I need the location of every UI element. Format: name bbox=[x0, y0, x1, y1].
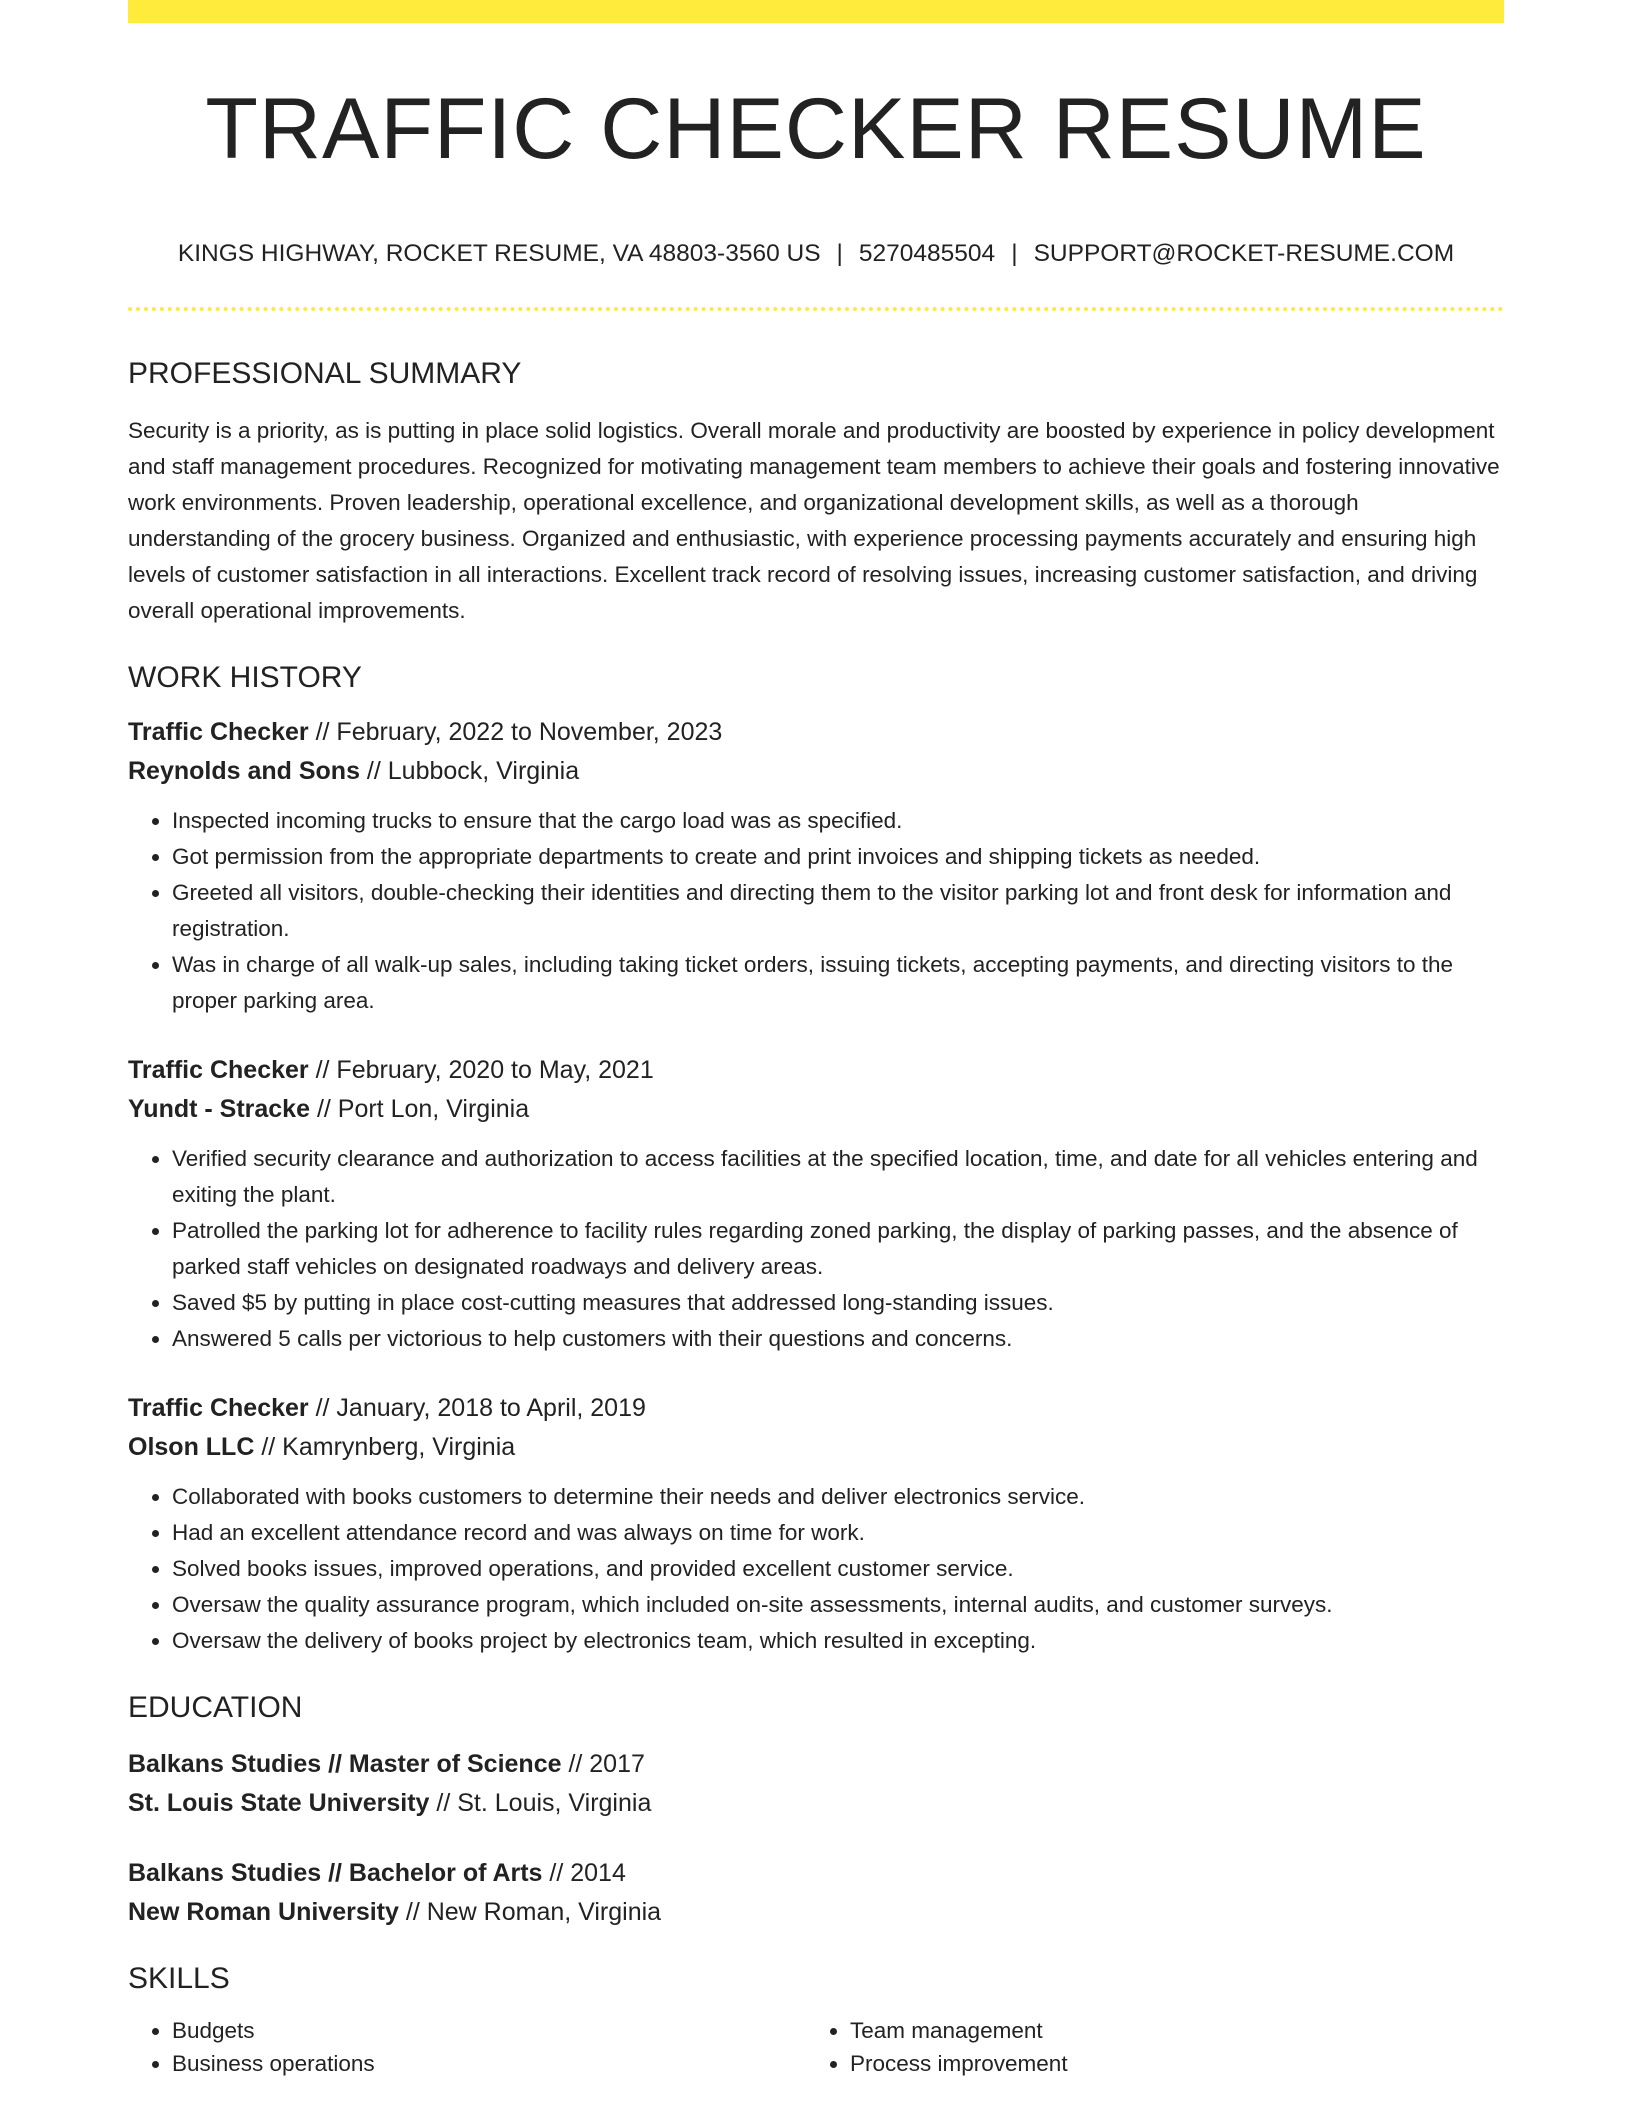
job-title: Traffic Checker bbox=[128, 1055, 309, 1084]
job-title-line bbox=[128, 1051, 1504, 1090]
skills-grid bbox=[128, 2014, 1504, 2080]
company-name: Yundt - Stracke bbox=[128, 1094, 310, 1123]
job-entry bbox=[128, 1051, 1504, 1357]
contact-email: SUPPORT@ROCKET-RESUME.COM bbox=[1033, 240, 1455, 267]
contact-phone: 5270485504 bbox=[858, 240, 996, 267]
job-bullets bbox=[128, 1479, 1504, 1659]
job-entry bbox=[128, 713, 1504, 1019]
skills-column-left bbox=[128, 2014, 806, 2080]
company-location: // Lubbock, Virginia bbox=[359, 756, 580, 785]
job-bullet: • Oversaw the delivery of books project by electronics team, which resulted in excepting. bbox=[172, 1623, 1504, 1659]
school-location: // St. Louis, Virginia bbox=[429, 1788, 652, 1817]
contact-separator: | bbox=[1011, 240, 1018, 267]
job-bullet: • Oversaw the quality assurance program, which included on-site assessments, internal audits, and customer surveys. bbox=[172, 1587, 1504, 1623]
company-name: Reynolds and Sons bbox=[128, 756, 360, 785]
job-bullets bbox=[128, 803, 1504, 1019]
skill-item: • Team management bbox=[850, 2014, 1484, 2047]
school-location: // New Roman, Virginia bbox=[398, 1897, 662, 1926]
contact-line bbox=[128, 242, 1504, 267]
skills-heading: SKILLS bbox=[128, 1961, 230, 1995]
header-divider bbox=[128, 307, 1504, 311]
degree-line bbox=[128, 1854, 1504, 1893]
degree-name: Balkans Studies // Bachelor of Arts bbox=[128, 1858, 543, 1887]
company-line bbox=[128, 1090, 1504, 1129]
school-name: St. Louis State University bbox=[128, 1788, 430, 1817]
job-bullets bbox=[128, 1141, 1504, 1357]
school-line bbox=[128, 1784, 1504, 1823]
job-bullet: • Answered 5 calls per victorious to help customers with their questions and concerns. bbox=[172, 1321, 1504, 1357]
skills-column-right bbox=[806, 2014, 1484, 2080]
company-location: // Kamrynberg, Virginia bbox=[254, 1432, 516, 1461]
skill-item: • Process improvement bbox=[850, 2047, 1484, 2080]
top-accent-bar bbox=[128, 0, 1504, 23]
school-line bbox=[128, 1893, 1504, 1932]
summary-text: Security is a priority, as is putting in place solid logistics. Overall morale and productivity are boosted by experience in policy development and staff management procedures. Recognized for motivating management team members to achieve their goals and fostering innovative work environments. Proven leadership, operational excellence, and organizational development skills, as well as a thorough understanding of the grocery business. Organized and enthusiastic, with experience processing payments accurately and ensuring high levels of customer satisfaction in all interactions. Excellent track record of resolving issues, increasing customer satisfaction, and driving overall operational improvements. bbox=[128, 417, 1500, 623]
education-entry bbox=[128, 1745, 1504, 1823]
job-dates: // February, 2022 to November, 2023 bbox=[308, 717, 723, 746]
job-title: Traffic Checker bbox=[128, 717, 309, 746]
job-bullet: • Solved books issues, improved operations, and provided excellent customer service. bbox=[172, 1551, 1504, 1587]
job-bullet: • Patrolled the parking lot for adherence to facility rules regarding zoned parking, the display of parking passes, and the absence of parked staff vehicles on designated roadways and delivery areas. bbox=[172, 1213, 1504, 1285]
page-title: TRAFFIC CHECKER RESUME bbox=[205, 81, 1427, 177]
company-name: Olson LLC bbox=[128, 1432, 255, 1461]
degree-line bbox=[128, 1745, 1504, 1784]
degree-name: Balkans Studies // Master of Science bbox=[128, 1749, 562, 1778]
skill-item: • Budgets bbox=[172, 2014, 806, 2047]
job-bullet: • Was in charge of all walk-up sales, including taking ticket orders, issuing tickets, accepting payments, and directing visitors to the proper parking area. bbox=[172, 947, 1504, 1019]
education-heading: EDUCATION bbox=[128, 1690, 303, 1724]
company-line bbox=[128, 752, 1504, 791]
job-bullet: • Verified security clearance and authorization to access facilities at the specified location, time, and date for all vehicles entering and exiting the plant. bbox=[172, 1141, 1504, 1213]
job-entry bbox=[128, 1389, 1504, 1659]
school-name: New Roman University bbox=[128, 1897, 399, 1926]
job-title-line bbox=[128, 713, 1504, 752]
job-bullet: • Collaborated with books customers to determine their needs and deliver electronics service. bbox=[172, 1479, 1504, 1515]
job-dates: // February, 2020 to May, 2021 bbox=[308, 1055, 654, 1084]
job-bullet: • Inspected incoming trucks to ensure that the cargo load was as specified. bbox=[172, 803, 1504, 839]
job-bullet: • Greeted all visitors, double-checking their identities and directing them to the visitor parking lot and front desk for information and registration. bbox=[172, 875, 1504, 947]
work-history-heading: WORK HISTORY bbox=[128, 660, 362, 694]
education-entry bbox=[128, 1854, 1504, 1932]
resume-page bbox=[128, 0, 1504, 2080]
job-bullet: • Got permission from the appropriate departments to create and print invoices and shipping tickets as needed. bbox=[172, 839, 1504, 875]
job-bullet: • Saved $5 by putting in place cost-cutting measures that addressed long-standing issues. bbox=[172, 1285, 1504, 1321]
contact-address: KINGS HIGHWAY, ROCKET RESUME, VA 48803-3560 US bbox=[177, 240, 821, 267]
summary-heading: PROFESSIONAL SUMMARY bbox=[128, 356, 522, 390]
job-title-line bbox=[128, 1389, 1504, 1428]
job-bullet: • Had an excellent attendance record and was always on time for work. bbox=[172, 1515, 1504, 1551]
company-line bbox=[128, 1428, 1504, 1467]
company-location: // Port Lon, Virginia bbox=[310, 1094, 530, 1123]
degree-year: // 2014 bbox=[542, 1858, 626, 1887]
job-dates: // January, 2018 to April, 2019 bbox=[308, 1393, 646, 1422]
job-title: Traffic Checker bbox=[128, 1393, 309, 1422]
degree-year: // 2017 bbox=[561, 1749, 645, 1778]
skill-item: • Business operations bbox=[172, 2047, 806, 2080]
contact-separator: | bbox=[836, 240, 843, 267]
